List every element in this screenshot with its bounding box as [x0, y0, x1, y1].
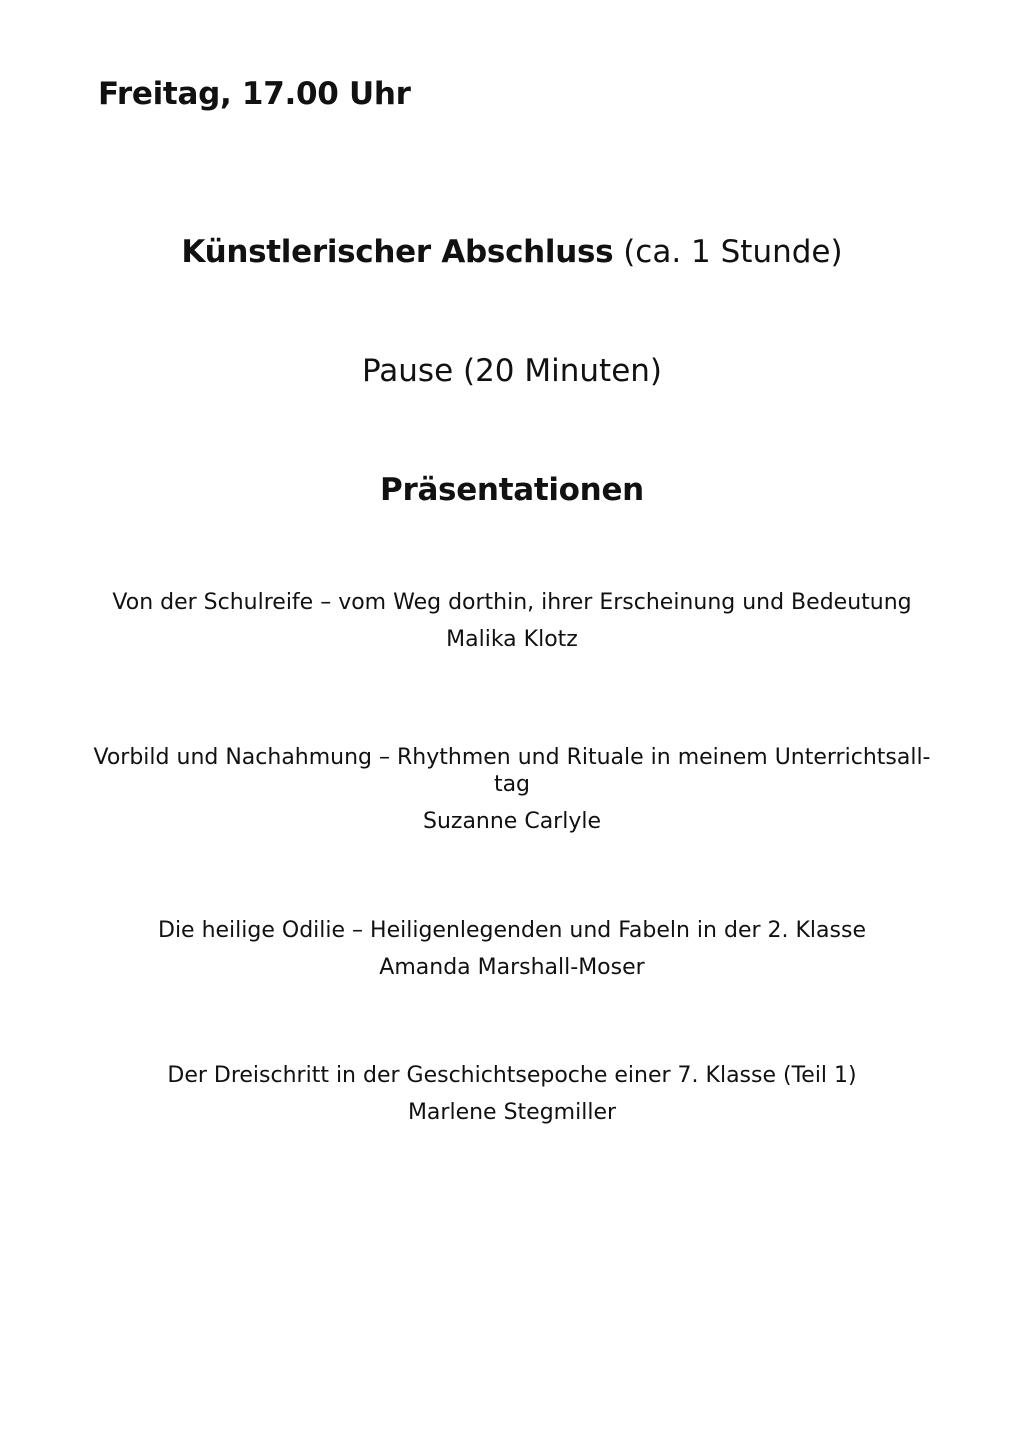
talk-speaker: Amanda Marshall-Moser	[379, 955, 645, 980]
closing-title: Künstlerischer Abschluss	[181, 234, 614, 270]
talk-item	[90, 744, 934, 835]
closing-duration: (ca. 1 Stunde)	[623, 234, 843, 270]
closing-performance	[60, 232, 964, 272]
talk-item	[60, 917, 964, 981]
talk-speaker: Malika Klotz	[446, 627, 578, 652]
pause-item: Pause (20 Minuten)	[361, 353, 663, 389]
talk-title: Vorbild und Nachahmung – Rhythmen und Rituale in meinem Unterrichtsall-tag	[93, 745, 931, 797]
talk-item	[60, 589, 964, 653]
talk-speaker: Marlene Stegmiller	[407, 1100, 617, 1125]
talk-title: Der Dreischritt in der Geschichtsepoche einer 7. Klasse (Teil 1)	[167, 1063, 857, 1088]
talk-speaker: Suzanne Carlyle	[422, 809, 602, 834]
section-title: Präsentationen	[380, 472, 644, 508]
talk-item	[60, 1062, 964, 1126]
talk-title: Von der Schulreife – vom Weg dorthin, ihrer Erscheinung und Bedeutung	[112, 590, 912, 615]
talk-title: Die heilige Odilie – Heiligenlegenden und Fabeln in der 2. Klasse	[158, 918, 866, 943]
day-heading: Freitag, 17.00 Uhr	[98, 76, 411, 112]
